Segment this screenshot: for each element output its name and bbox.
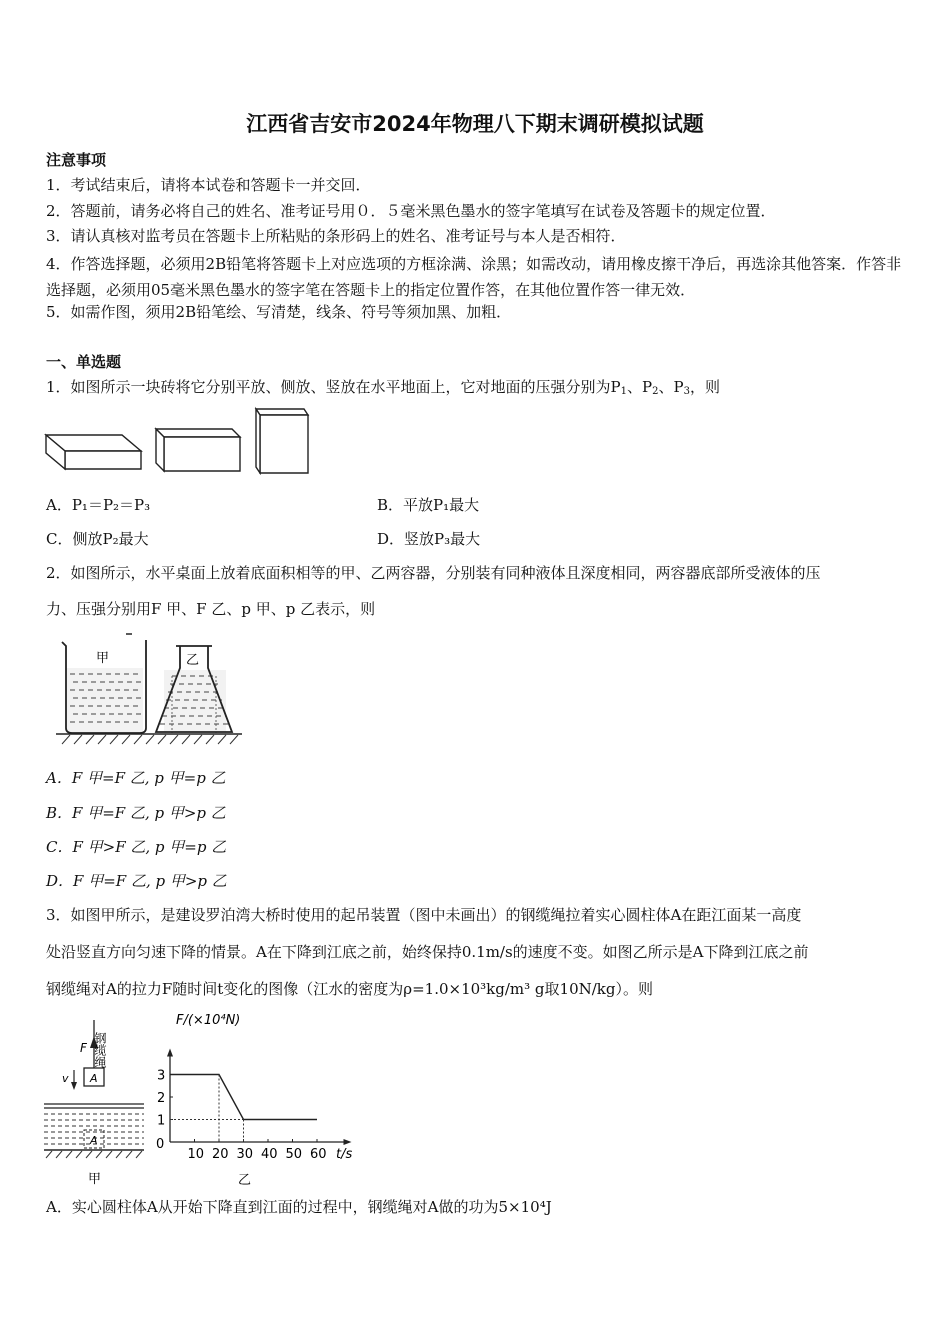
chart-xlabel: t/s	[336, 1147, 353, 1162]
cylinder-a-bottom-label: A	[90, 1134, 98, 1147]
notice-2: 2．答题前，请务必将自己的姓名、准考证号用０．５毫米黑色墨水的签字笔填写在试卷及答题卡的规定位置．	[46, 202, 776, 220]
q3-option-a[interactable]	[46, 1197, 552, 1217]
chart-x-tick-label-1: 20	[212, 1147, 229, 1162]
q2-containers-figure	[56, 630, 246, 748]
q2-option-c-text: C．F 甲>F 乙, p 甲=p 乙	[46, 838, 227, 856]
q1-option-c-text: C．侧放P₂最大	[46, 530, 149, 548]
chart-y-tick-label-1: 2	[157, 1091, 166, 1106]
q3-option-a-text: A．实心圆柱体A从开始下降直到江面的过程中，钢缆绳对A做的功为5×10⁴J	[46, 1198, 552, 1216]
section-heading: 一、单选题	[46, 353, 122, 371]
q1-option-d-text: D．竖放P₃最大	[377, 530, 481, 548]
q3-figure-jia	[44, 1018, 148, 1190]
brick-up-side	[256, 409, 260, 473]
cylinder-a-label: A	[90, 1072, 98, 1085]
force-label: F	[80, 1041, 87, 1055]
q3-stem-line1: 3．如图甲所示，是建设罗泊湾大桥时使用的起吊装置（图中未画出）的钢缆绳拉着实心圆柱体A在距江面某一高度	[46, 906, 802, 924]
q1-option-b-text: B．平放P₁最大	[377, 496, 480, 514]
container-jia-liquid	[67, 668, 143, 732]
chart-x-tick-label-3: 40	[261, 1147, 278, 1162]
container-yi-label: 乙	[186, 653, 200, 668]
q1-stem-m1: 、P	[627, 378, 653, 396]
brick-side-front	[164, 437, 240, 471]
brick-side-top	[156, 429, 240, 437]
figure-jia-caption: 甲	[88, 1172, 102, 1187]
q2-option-a-text: A．F 甲=F 乙, p 甲=p 乙	[46, 769, 226, 787]
q1-sub2: 2	[652, 386, 659, 397]
q2-option-d-text: D．F 甲=F 乙, p 甲>p 乙	[46, 872, 227, 890]
q1-option-b[interactable]	[377, 495, 479, 515]
chart-origin: 0	[156, 1137, 165, 1152]
q1-stem-post: ，则	[689, 378, 720, 396]
brick-up-top	[256, 409, 308, 415]
q1-option-a[interactable]	[46, 495, 150, 515]
chart-series-line-0	[170, 1075, 317, 1120]
q1-stem-text: 1．如图所示一块砖将它分别平放、侧放、竖放在水平地面上，它对地面的压强分别为P	[46, 378, 621, 396]
q3-stem-line2: 处沿竖直方向匀速下降的情景。A在下降到江底之前，始终保持0.1m/s的速度不变。如图乙所示是A下降到江底之前	[46, 943, 809, 961]
chart-caption: 乙	[238, 1173, 252, 1188]
q1-sub3: 3	[683, 386, 690, 397]
container-yi-liquid	[164, 670, 226, 732]
brick-flat-front	[65, 451, 141, 469]
q1-option-c[interactable]	[46, 529, 149, 549]
chart-y-tick-label-2: 3	[157, 1068, 166, 1084]
container-jia-label: 甲	[96, 651, 110, 666]
q3-stem-line3: 钢缆绳对A的拉力F随时间t变化的图像（江水的密度为ρ=1.0×10³kg/m³ g取10N/kg）。则	[46, 980, 653, 998]
brick-side-side	[156, 429, 164, 471]
chart-x-tick-label-4: 50	[285, 1147, 303, 1162]
chart-y-arrow	[167, 1049, 173, 1057]
chart-x-tick-label-0: 10	[187, 1147, 205, 1162]
notice-1: 1．考试结束后，请将本试卷和答题卡一并交回．	[46, 176, 371, 194]
notice-5: 5．如需作图，须用2B铅笔绘、写清楚，线条、符号等须加黑、加粗．	[46, 303, 512, 321]
chart-x-tick-label-2: 30	[236, 1147, 254, 1162]
q1-option-a-text: A．P₁＝P₂＝P₃	[46, 496, 151, 514]
q1-option-d[interactable]	[377, 529, 480, 549]
notice-3: 3．请认真核对监考员在答题卡上所粘贴的条形码上的姓名、准考证号与本人是否相符．	[46, 227, 626, 245]
q2-stem-line2: 力、压强分别用F 甲、F 乙、p 甲、p 乙表示，则	[46, 600, 376, 618]
rope-label: 钢缆绳	[93, 1032, 107, 1068]
q1-stem	[46, 377, 720, 402]
notice-4: 4．作答选择题，必须用2B铅笔将答题卡上对应选项的方框涂满、涂黑；如需改动，请用橡皮擦干净后，再选涂其他答案．作答非选择题，必须用05毫米黑色墨水的签字笔在答题卡上的指定位置作答，在其他位置作答一律无效．	[46, 255, 902, 299]
chart-y-tick-label-0: 1	[157, 1113, 166, 1129]
q2-option-d[interactable]	[46, 871, 227, 891]
q2-option-a[interactable]	[46, 768, 226, 788]
brick-up-front	[260, 415, 308, 473]
q3-chart	[150, 1008, 365, 1190]
notice-heading: 注意事项	[46, 151, 107, 169]
q2-option-b-text: B．F 甲=F 乙, p 甲>p 乙	[46, 804, 226, 822]
chart-x-arrow	[344, 1139, 352, 1145]
q2-option-b[interactable]	[46, 803, 226, 823]
chart-x-tick-label-5: 60	[310, 1147, 327, 1162]
chart-ylabel: F/(×10⁴N)	[176, 1013, 241, 1028]
q1-stem-m2: 、P	[658, 378, 684, 396]
page-title: 江西省吉安市2024年物理八下期末调研模拟试题	[246, 112, 704, 136]
q1-bricks-figure	[44, 405, 314, 475]
q2-stem-line1: 2．如图所示，水平桌面上放着底面积相等的甲、乙两容器，分别装有同种液体且深度相同，两容器底部所受液体的压	[46, 564, 821, 582]
q1-sub1: 1	[620, 386, 628, 397]
q2-option-c[interactable]	[46, 837, 226, 857]
velocity-label: v	[62, 1072, 69, 1085]
